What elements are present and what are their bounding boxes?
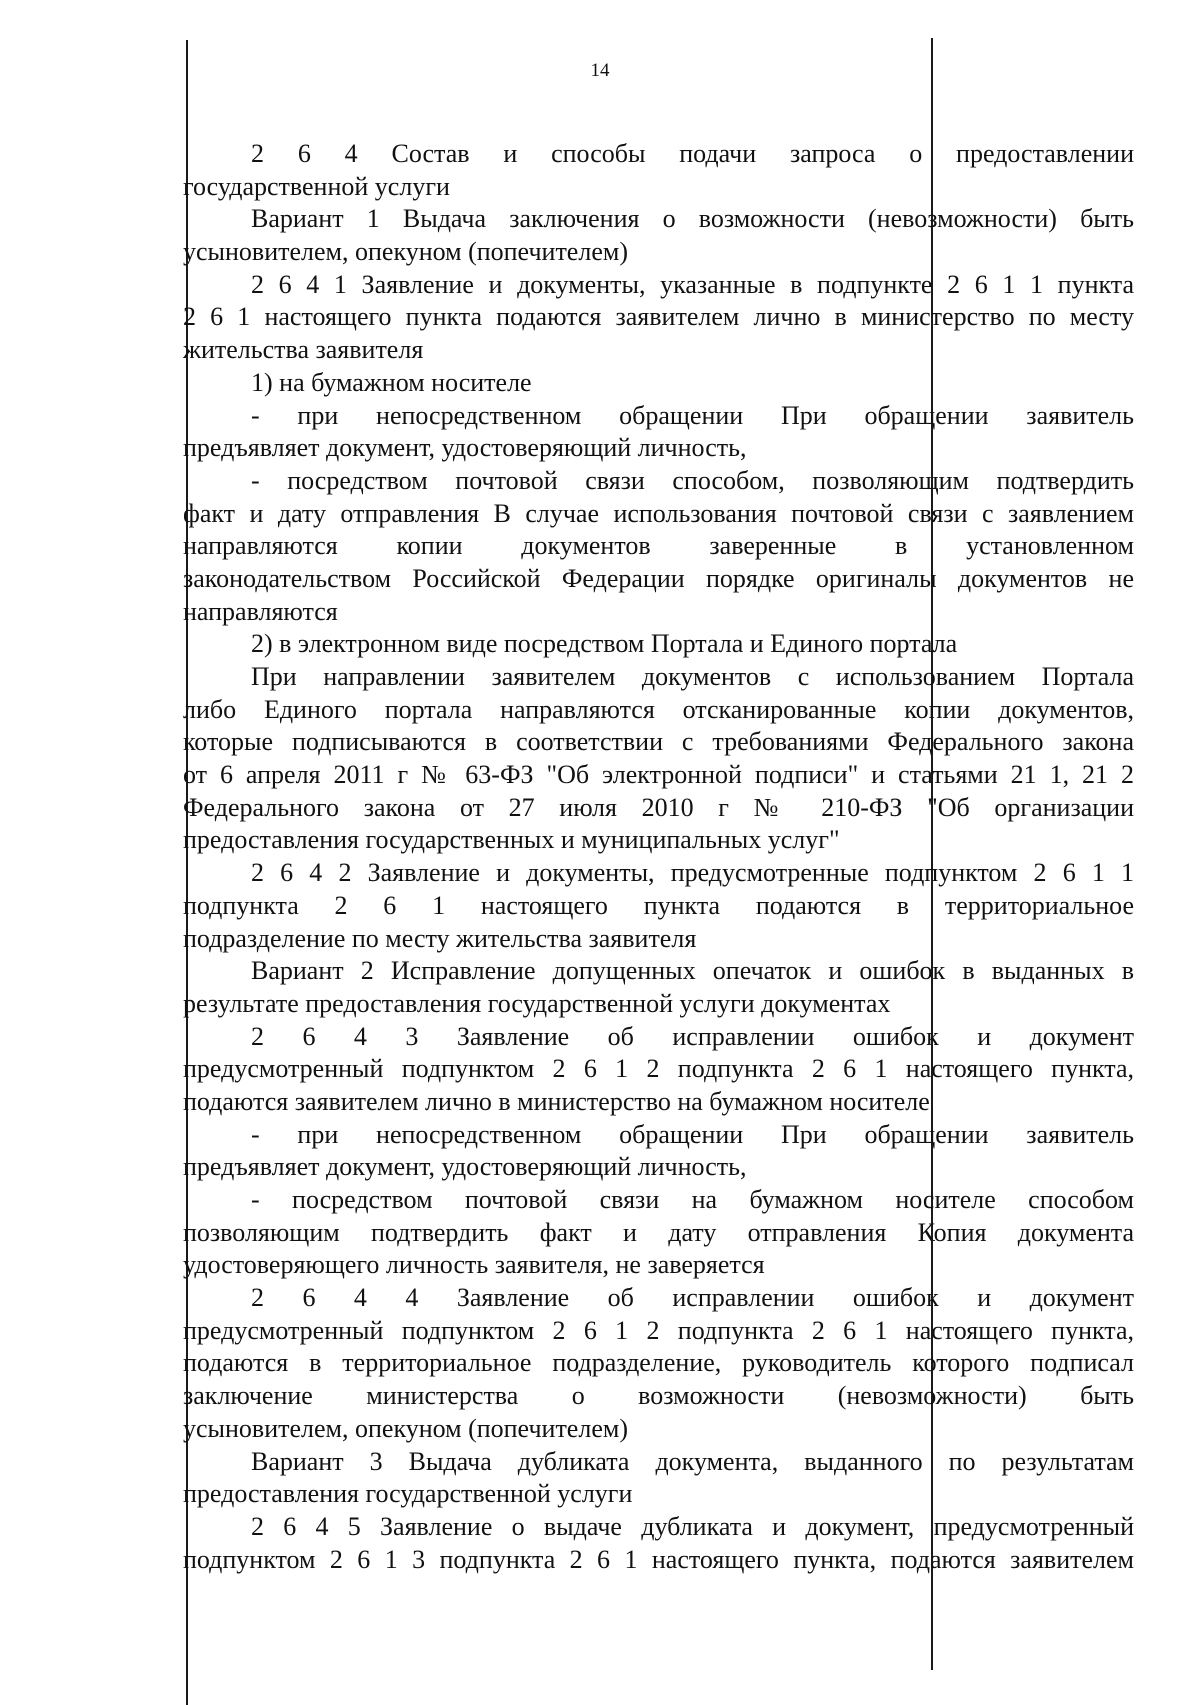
text-line: 2 6 4 3 Заявление об исправлении ошибок и документ (251, 1021, 1134, 1051)
text-line: подразделение по месту жительства заявителя (183, 923, 697, 953)
text-line: 1) на бумажном носителе (251, 367, 532, 397)
text-line: государственной услуги (183, 171, 450, 201)
text-line: подаются заявителем лично в министерство на бумажном носителе (183, 1086, 930, 1116)
text-line: подпункта 2 6 1 настоящего пункта подаются в территориальное (183, 890, 1134, 920)
text-line: 2) в электронном виде посредством Портала и Единого портала (251, 629, 958, 659)
text-line: либо Единого портала направляются отсканированные копии документов, (183, 694, 1134, 724)
text-line: Федерального закона от 27 июля 2010 г № 210-ФЗ "Об организации (183, 792, 1134, 822)
text-line: результате предоставления государственной услуги документах (183, 988, 891, 1018)
text-line: которые подписываются в соответствии с требованиями Федерального закона (183, 727, 1134, 757)
text-line: - при непосредственном обращении При обращении заявитель (251, 1119, 1134, 1149)
text-line: предоставления государственных и муниципальных услуг" (183, 825, 840, 855)
text-line: предъявляет документ, удостоверяющий личность, (183, 1152, 747, 1182)
text-line: При направлении заявителем документов с использованием Портала (251, 662, 1134, 691)
document-body (183, 138, 1134, 1576)
text-line: 2 6 1 настоящего пункта подаются заявителем лично в министерство по месту (183, 302, 1134, 332)
text-line: Вариант 1 Выдача заключения о возможности (невозможности) быть (251, 204, 1134, 234)
text-line: удостоверяющего личность заявителя, не заверяется (183, 1250, 765, 1280)
page-number: 14 (590, 60, 610, 81)
text-line: подаются в территориальное подразделение, руководитель которого подписал (183, 1348, 1134, 1378)
text-line: Вариант 3 Выдача дубликата документа, выданного по результатам (251, 1446, 1134, 1476)
text-line: подпунктом 2 6 1 3 подпункта 2 6 1 настоящего пункта, подаются заявителем (183, 1544, 1134, 1574)
text-line: 2 6 4 1 Заявление и документы, указанные в подпункте 2 6 1 1 пункта (251, 269, 1134, 299)
text-line: - посредством почтовой связи способом, позволяющим подтвердить (251, 465, 1134, 495)
text-line: 2 6 4 5 Заявление о выдаче дубликата и документ, предусмотренный (251, 1511, 1134, 1541)
text-line: законодательством Российской Федерации порядке оригиналы документов не (183, 563, 1134, 593)
text-line: - при непосредственном обращении При обращении заявитель (251, 400, 1134, 430)
text-line: от 6 апреля 2011 г № 63-ФЗ "Об электронной подписи" и статьями 21 1, 21 2 (183, 760, 1134, 790)
text-line: 2 6 4 Состав и способы подачи запроса о предоставлении (251, 139, 1134, 168)
text-line: жительства заявителя (183, 335, 424, 365)
text-line: предоставления государственной услуги (183, 1479, 633, 1509)
text-line: усыновителем, опекуном (попечителем) (183, 237, 628, 267)
text-line: направляются (183, 596, 338, 626)
text-line: направляются копии документов заверенные в установленном (183, 531, 1134, 561)
text-line: позволяющим подтвердить факт и дату отправления Копия документа (183, 1217, 1134, 1247)
text-line: 2 6 4 4 Заявление об исправлении ошибок и документ (251, 1283, 1134, 1313)
text-line: Вариант 2 Исправление допущенных опечаток и ошибок в выданных в (251, 956, 1134, 986)
text-line: 2 6 4 2 Заявление и документы, предусмотренные подпунктом 2 6 1 1 (251, 858, 1134, 888)
text-line: предъявляет документ, удостоверяющий личность, (183, 433, 747, 463)
text-line: усыновителем, опекуном (попечителем) (183, 1413, 628, 1443)
text-line: предусмотренный подпунктом 2 6 1 2 подпункта 2 6 1 настоящего пункта, (183, 1315, 1134, 1345)
text-line: предусмотренный подпунктом 2 6 1 2 подпункта 2 6 1 настоящего пункта, (183, 1054, 1134, 1084)
text-line: заключение министерства о возможности (невозможности) быть (183, 1381, 1134, 1411)
text-line: факт и дату отправления В случае использования почтовой связи с заявлением (183, 498, 1134, 528)
text-line: - посредством почтовой связи на бумажном носителе способом (251, 1185, 1134, 1214)
